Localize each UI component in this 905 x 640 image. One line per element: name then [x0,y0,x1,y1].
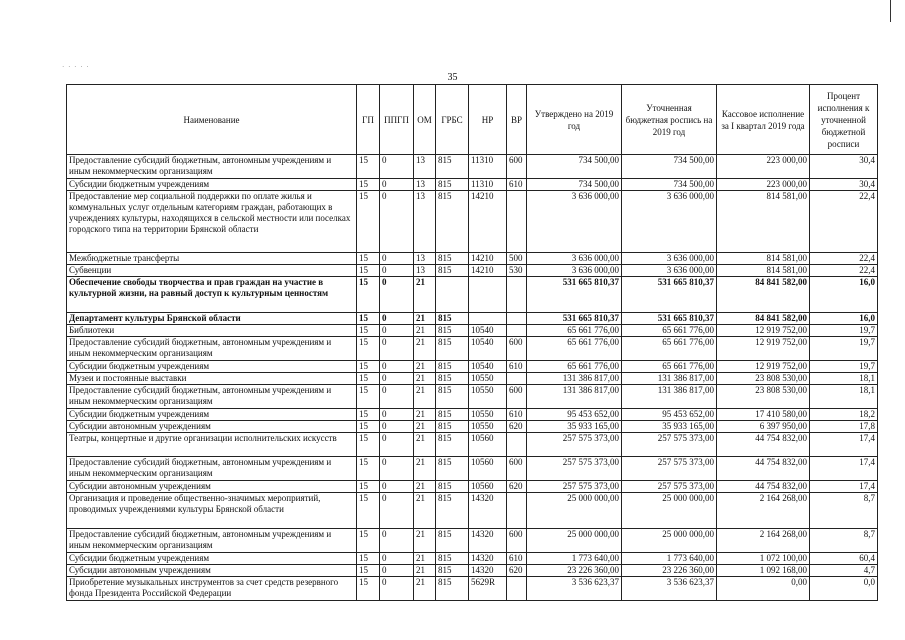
cell-name: Предоставление субсидий бюджетным, автономным учреждениям и иным некоммерческим организациям [67,385,357,409]
cell-grbs: 815 [436,433,469,457]
cell-grbs: 815 [436,481,469,493]
cell-name: Музеи и постоянные выставки [67,373,357,385]
cell-om: 21 [414,385,436,409]
cell-approved: 257 575 373,00 [527,481,622,493]
cell-nr: 5629R [469,577,507,601]
cell-cash: 12 919 752,00 [717,337,810,361]
cell-ppgp: 0 [380,385,414,409]
cell-approved: 734 500,00 [527,155,622,179]
cell-approved: 1 773 640,00 [527,553,622,565]
cell-approved: 257 575 373,00 [527,457,622,481]
cell-vr [507,313,527,325]
table-row [67,493,878,529]
cell-approved: 3 636 000,00 [527,191,622,253]
cell-ppgp: 0 [380,265,414,277]
cell-percent: 19,7 [810,361,878,373]
cell-cash: 23 808 530,00 [717,385,810,409]
cell-name: Библиотеки [67,325,357,337]
cell-om: 21 [414,373,436,385]
cell-vr [507,577,527,601]
cell-refined: 65 661 776,00 [622,361,717,373]
cell-approved: 3 536 623,37 [527,577,622,601]
cell-percent: 16,0 [810,313,878,325]
cell-ppgp: 0 [380,325,414,337]
cell-grbs: 815 [436,553,469,565]
cell-cash: 2 164 268,00 [717,493,810,529]
cell-percent: 17,4 [810,481,878,493]
cell-name: Обеспечение свободы творчества и прав граждан на участие в культурной жизни, на равный доступ к культурным ценностям [67,277,357,313]
cell-cash: 44 754 832,00 [717,481,810,493]
cell-ppgp: 0 [380,553,414,565]
cell-refined: 1 773 640,00 [622,553,717,565]
cell-name: Организация и проведение общественно-значимых мероприятий, проводимых учреждениями культуры Брянской области [67,493,357,529]
cell-percent: 22,4 [810,191,878,253]
cell-name: Субсидии бюджетным учреждениям [67,179,357,191]
cell-vr [507,277,527,313]
cell-approved: 531 665 810,37 [527,313,622,325]
cell-name: Театры, концертные и другие организации исполнительских искусств [67,433,357,457]
cell-cash: 17 410 580,00 [717,409,810,421]
table-row [67,577,878,601]
cell-cash: 223 000,00 [717,155,810,179]
cell-name: Субсидии бюджетным учреждениям [67,409,357,421]
cell-grbs: 815 [436,373,469,385]
cell-gp: 15 [357,191,380,253]
cell-name: Субсидии бюджетным учреждениям [67,361,357,373]
cell-refined: 65 661 776,00 [622,337,717,361]
cell-gp: 15 [357,481,380,493]
cell-vr: 620 [507,481,527,493]
cell-gp: 15 [357,493,380,529]
table-row [67,277,878,313]
cell-ppgp: 0 [380,481,414,493]
cell-om: 21 [414,277,436,313]
cell-vr: 600 [507,155,527,179]
cell-approved: 65 661 776,00 [527,337,622,361]
cell-ppgp: 0 [380,577,414,601]
cell-nr: 11310 [469,155,507,179]
cell-grbs: 815 [436,325,469,337]
cell-grbs: 815 [436,155,469,179]
cell-nr: 14210 [469,253,507,265]
cell-refined: 257 575 373,00 [622,481,717,493]
cell-nr: 10550 [469,409,507,421]
cell-om: 21 [414,361,436,373]
table-row [67,457,878,481]
cell-cash: 814 581,00 [717,191,810,253]
cell-approved: 23 226 360,00 [527,565,622,577]
cell-vr: 610 [507,553,527,565]
cell-ppgp: 0 [380,313,414,325]
cell-percent: 30,4 [810,155,878,179]
cell-ppgp: 0 [380,529,414,553]
cell-vr: 610 [507,361,527,373]
cell-refined: 734 500,00 [622,179,717,191]
cell-gp: 15 [357,361,380,373]
header-percent: Процент исполнения к уточненной бюджетной росписи [810,85,878,155]
cell-om: 21 [414,337,436,361]
header-vr: ВР [507,85,527,155]
cell-om: 21 [414,325,436,337]
header-cash: Кассовое исполнение за I квартал 2019 года [717,85,810,155]
table-row [67,253,878,265]
cell-percent: 17,4 [810,457,878,481]
header-gp: ГП [357,85,380,155]
page-number: 35 [447,72,458,83]
cell-cash: 814 581,00 [717,265,810,277]
cell-om: 21 [414,481,436,493]
cell-ppgp: 0 [380,155,414,179]
cell-vr [507,191,527,253]
cell-gp: 15 [357,409,380,421]
cell-name: Субсидии автономным учреждениям [67,481,357,493]
cell-ppgp: 0 [380,409,414,421]
cell-gp: 15 [357,433,380,457]
table-row [67,385,878,409]
cell-nr: 14320 [469,529,507,553]
cell-gp: 15 [357,265,380,277]
cell-nr [469,313,507,325]
cell-name: Предоставление субсидий бюджетным, автономным учреждениям и иным некоммерческим организациям [67,337,357,361]
table-row [67,373,878,385]
cell-nr: 10540 [469,361,507,373]
cell-approved: 131 386 817,00 [527,385,622,409]
cell-grbs: 815 [436,179,469,191]
cell-percent: 19,7 [810,325,878,337]
cell-om: 13 [414,253,436,265]
cell-om: 21 [414,577,436,601]
cell-approved: 35 933 165,00 [527,421,622,433]
cell-cash: 6 397 950,00 [717,421,810,433]
cell-vr [507,493,527,529]
cell-cash: 84 841 582,00 [717,313,810,325]
cell-nr: 14320 [469,493,507,529]
cell-refined: 3 636 000,00 [622,253,717,265]
cell-approved: 131 386 817,00 [527,373,622,385]
cell-gp: 15 [357,385,380,409]
cell-gp: 15 [357,373,380,385]
cell-vr: 600 [507,529,527,553]
cell-percent: 8,7 [810,493,878,529]
header-refined: Уточненная бюджетная роспись на 2019 год [622,85,717,155]
table-row [67,325,878,337]
table-row [67,553,878,565]
cell-om: 21 [414,313,436,325]
cell-gp: 15 [357,337,380,361]
cell-approved: 65 661 776,00 [527,325,622,337]
table-row [67,155,878,179]
cell-cash: 2 164 268,00 [717,529,810,553]
cell-percent: 17,8 [810,421,878,433]
cell-name: Субсидии бюджетным учреждениям [67,553,357,565]
cell-name: Предоставление субсидий бюджетным, автономным учреждениям и иным некоммерческим организациям [67,457,357,481]
cell-refined: 3 636 000,00 [622,265,717,277]
table-row [67,313,878,325]
cell-om: 21 [414,409,436,421]
cell-grbs [436,277,469,313]
cell-name: Предоставление субсидий бюджетным, автономным учреждениям и иным некоммерческим организациям [67,529,357,553]
cell-vr: 610 [507,179,527,191]
cell-cash: 12 919 752,00 [717,361,810,373]
cell-om: 21 [414,553,436,565]
cell-nr: 14210 [469,265,507,277]
cell-cash: 44 754 832,00 [717,433,810,457]
cell-refined: 131 386 817,00 [622,385,717,409]
cell-om: 21 [414,565,436,577]
table-row [67,421,878,433]
cell-refined: 531 665 810,37 [622,313,717,325]
cell-gp: 15 [357,313,380,325]
cell-ppgp: 0 [380,277,414,313]
cell-name: Департамент культуры Брянской области [67,313,357,325]
cell-grbs: 815 [436,253,469,265]
table-body [67,155,878,601]
cell-grbs: 815 [436,493,469,529]
cell-ppgp: 0 [380,191,414,253]
cell-om: 21 [414,421,436,433]
cell-approved: 257 575 373,00 [527,433,622,457]
cell-nr [469,277,507,313]
cell-grbs: 815 [436,385,469,409]
cell-om: 13 [414,179,436,191]
cell-gp: 15 [357,325,380,337]
cell-ppgp: 0 [380,253,414,265]
cell-nr: 10550 [469,373,507,385]
cell-name: Предоставление мер социальной поддержки по оплате жилья и коммунальных услуг отдельным категориям граждан, работающих в учреждениях культуры, находящихся в сельской местности или поселках городского типа на территории Брянской области [67,191,357,253]
cell-refined: 3 536 623,37 [622,577,717,601]
cell-cash: 23 808 530,00 [717,373,810,385]
table-row [67,529,878,553]
cell-cash: 44 754 832,00 [717,457,810,481]
cell-approved: 3 636 000,00 [527,265,622,277]
table-row [67,265,878,277]
cell-nr: 10560 [469,481,507,493]
cell-om: 21 [414,433,436,457]
table-row [67,481,878,493]
table-header [67,85,878,155]
cell-refined: 35 933 165,00 [622,421,717,433]
cell-approved: 95 453 652,00 [527,409,622,421]
cell-nr: 11310 [469,179,507,191]
cell-gp: 15 [357,553,380,565]
cell-grbs: 815 [436,529,469,553]
scan-dots: · · · · · [62,63,90,71]
table-row [67,191,878,253]
cell-om: 21 [414,493,436,529]
header-ppgp: ППГП [380,85,414,155]
cell-vr [507,325,527,337]
cell-om: 13 [414,155,436,179]
cell-name: Приобретение музыкальных инструментов за счет средств резервного фонда Президента Российской Федерации [67,577,357,601]
cell-percent: 18,1 [810,385,878,409]
cell-grbs: 815 [436,421,469,433]
cell-percent: 17,4 [810,433,878,457]
cell-nr: 10550 [469,385,507,409]
cell-refined: 25 000 000,00 [622,529,717,553]
header-approved: Утверждено на 2019 год [527,85,622,155]
cell-percent: 60,4 [810,553,878,565]
cell-gp: 15 [357,529,380,553]
cell-cash: 1 072 100,00 [717,553,810,565]
cell-grbs: 815 [436,191,469,253]
cell-refined: 23 226 360,00 [622,565,717,577]
cell-approved: 734 500,00 [527,179,622,191]
cell-nr: 10560 [469,457,507,481]
corner-mark [890,0,891,22]
cell-om: 21 [414,457,436,481]
header-name: Наименование [67,85,357,155]
cell-approved: 3 636 000,00 [527,253,622,265]
cell-refined: 257 575 373,00 [622,433,717,457]
cell-ppgp: 0 [380,493,414,529]
cell-percent: 19,7 [810,337,878,361]
cell-percent: 16,0 [810,277,878,313]
cell-grbs: 815 [436,265,469,277]
table-row [67,565,878,577]
cell-vr [507,373,527,385]
cell-cash: 0,00 [717,577,810,601]
cell-ppgp: 0 [380,179,414,191]
table-row [67,409,878,421]
cell-vr [507,433,527,457]
cell-approved: 531 665 810,37 [527,277,622,313]
cell-percent: 22,4 [810,253,878,265]
cell-percent: 8,7 [810,529,878,553]
cell-name: Субсидии автономным учреждениям [67,565,357,577]
cell-om: 13 [414,265,436,277]
cell-gp: 15 [357,277,380,313]
cell-grbs: 815 [436,457,469,481]
cell-percent: 22,4 [810,265,878,277]
cell-vr: 610 [507,409,527,421]
cell-refined: 734 500,00 [622,155,717,179]
table-row [67,337,878,361]
cell-percent: 0,0 [810,577,878,601]
cell-om: 21 [414,529,436,553]
cell-vr: 620 [507,565,527,577]
cell-ppgp: 0 [380,421,414,433]
cell-gp: 15 [357,421,380,433]
cell-refined: 95 453 652,00 [622,409,717,421]
cell-gp: 15 [357,155,380,179]
cell-ppgp: 0 [380,457,414,481]
cell-grbs: 815 [436,337,469,361]
cell-gp: 15 [357,253,380,265]
budget-table [66,84,878,601]
cell-percent: 30,4 [810,179,878,191]
cell-gp: 15 [357,179,380,191]
header-nr: НР [469,85,507,155]
cell-approved: 25 000 000,00 [527,529,622,553]
cell-vr: 620 [507,421,527,433]
cell-cash: 1 092 168,00 [717,565,810,577]
cell-vr: 530 [507,265,527,277]
cell-name: Межбюджетные трансферты [67,253,357,265]
cell-approved: 65 661 776,00 [527,361,622,373]
cell-vr: 600 [507,385,527,409]
cell-grbs: 815 [436,577,469,601]
cell-grbs: 815 [436,361,469,373]
cell-name: Субсидии автономным учреждениям [67,421,357,433]
cell-grbs: 815 [436,565,469,577]
cell-ppgp: 0 [380,565,414,577]
cell-vr: 600 [507,337,527,361]
cell-nr: 10550 [469,421,507,433]
cell-percent: 4,7 [810,565,878,577]
header-grbs: ГРБС [436,85,469,155]
cell-cash: 84 841 582,00 [717,277,810,313]
cell-cash: 12 919 752,00 [717,325,810,337]
table-row [67,361,878,373]
cell-vr: 600 [507,457,527,481]
cell-nr: 14210 [469,191,507,253]
cell-vr: 500 [507,253,527,265]
cell-approved: 25 000 000,00 [527,493,622,529]
cell-refined: 65 661 776,00 [622,325,717,337]
cell-percent: 18,1 [810,373,878,385]
cell-gp: 15 [357,565,380,577]
cell-ppgp: 0 [380,433,414,457]
cell-om: 13 [414,191,436,253]
cell-ppgp: 0 [380,337,414,361]
cell-name: Предоставление субсидий бюджетным, автономным учреждениям и иным некоммерческим организациям [67,155,357,179]
cell-nr: 10540 [469,337,507,361]
cell-refined: 25 000 000,00 [622,493,717,529]
table-row [67,179,878,191]
cell-cash: 223 000,00 [717,179,810,191]
cell-ppgp: 0 [380,373,414,385]
cell-refined: 531 665 810,37 [622,277,717,313]
cell-gp: 15 [357,457,380,481]
cell-refined: 131 386 817,00 [622,373,717,385]
cell-nr: 14320 [469,565,507,577]
header-om: ОМ [414,85,436,155]
cell-percent: 18,2 [810,409,878,421]
cell-ppgp: 0 [380,361,414,373]
cell-grbs: 815 [436,313,469,325]
cell-nr: 10560 [469,433,507,457]
cell-grbs: 815 [436,409,469,421]
table-row [67,433,878,457]
cell-nr: 14320 [469,553,507,565]
cell-name: Субвенции [67,265,357,277]
cell-refined: 257 575 373,00 [622,457,717,481]
cell-gp: 15 [357,577,380,601]
cell-refined: 3 636 000,00 [622,191,717,253]
cell-cash: 814 581,00 [717,253,810,265]
cell-nr: 10540 [469,325,507,337]
